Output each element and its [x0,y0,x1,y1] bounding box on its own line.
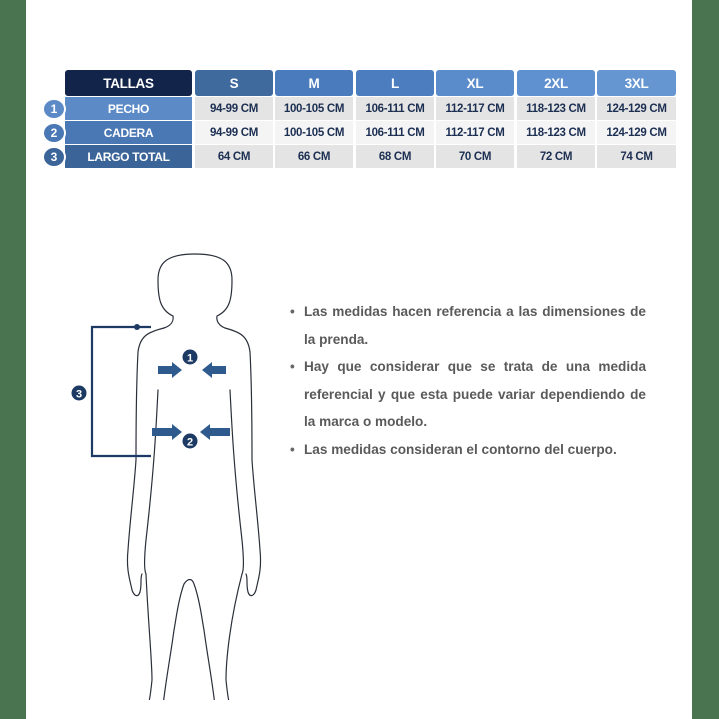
cell-pecho-2xl: 118-123 CM [517,97,595,120]
bullet-icon: • [290,441,295,457]
note-text: Hay que considerar que se trata de una medida referencial y que esta puede variar dependiendo de la marca o modelo. [304,359,646,429]
cell-largo-m: 66 CM [275,145,353,168]
bullet-icon: • [290,304,295,319]
header-size-2xl: 2XL [517,70,595,96]
cell-cadera-s: 94-99 CM [195,121,273,144]
body-measurement-diagram [60,240,280,700]
cell-pecho-3xl: 124-129 CM [597,97,676,120]
row-label-largo-total: LARGO TOTAL [65,145,192,168]
cell-cadera-2xl: 118-123 CM [517,121,595,144]
note-item [290,298,646,353]
cell-cadera-l: 106-111 CM [356,121,434,144]
header-size-3xl: 3XL [597,70,676,96]
marker-1-icon [183,350,198,365]
cell-largo-3xl: 74 CM [597,145,676,168]
cell-cadera-xl: 112-117 CM [436,121,514,144]
row-number-3-icon: 3 [42,146,66,168]
cell-cadera-m: 100-105 CM [275,121,353,144]
left-green-border [0,0,26,719]
row-number-2-icon: 2 [42,122,66,144]
cell-largo-2xl: 72 CM [517,145,595,168]
row-label-cadera: CADERA [65,121,192,144]
bracket-end-dot [134,324,140,330]
cell-largo-xl: 70 CM [436,145,514,168]
body-outline-icon [127,254,260,700]
note-item [290,353,646,436]
svg-text:3: 3 [75,388,83,401]
cell-pecho-l: 106-111 CM [356,97,434,120]
row-label-pecho: PECHO [65,97,192,120]
marker-3-icon [72,386,87,401]
header-tallas: TALLAS [65,70,192,96]
svg-text:1: 1 [186,352,194,365]
header-size-l: L [356,70,434,96]
marker-2-icon [183,434,198,449]
cell-largo-l: 68 CM [356,145,434,168]
header-size-xl: XL [436,70,514,96]
cell-pecho-s: 94-99 CM [195,97,273,120]
note-item [290,436,646,464]
row-number-1-icon: 1 [42,98,66,120]
header-size-s: S [195,70,273,96]
note-text: Las medidas hacen referencia a las dimensiones de la prenda. [304,304,646,347]
right-green-border [692,0,719,719]
cell-cadera-3xl: 124-129 CM [597,121,676,144]
note-text: Las medidas consideran el contorno del cuerpo. [304,441,617,457]
length-bracket [92,327,151,456]
header-size-m: M [275,70,353,96]
bullet-icon: • [290,359,295,374]
cell-largo-s: 64 CM [195,145,273,168]
svg-text:2: 2 [186,436,194,449]
cell-pecho-m: 100-105 CM [275,97,353,120]
cell-pecho-xl: 112-117 CM [436,97,514,120]
notes-list [290,298,646,463]
